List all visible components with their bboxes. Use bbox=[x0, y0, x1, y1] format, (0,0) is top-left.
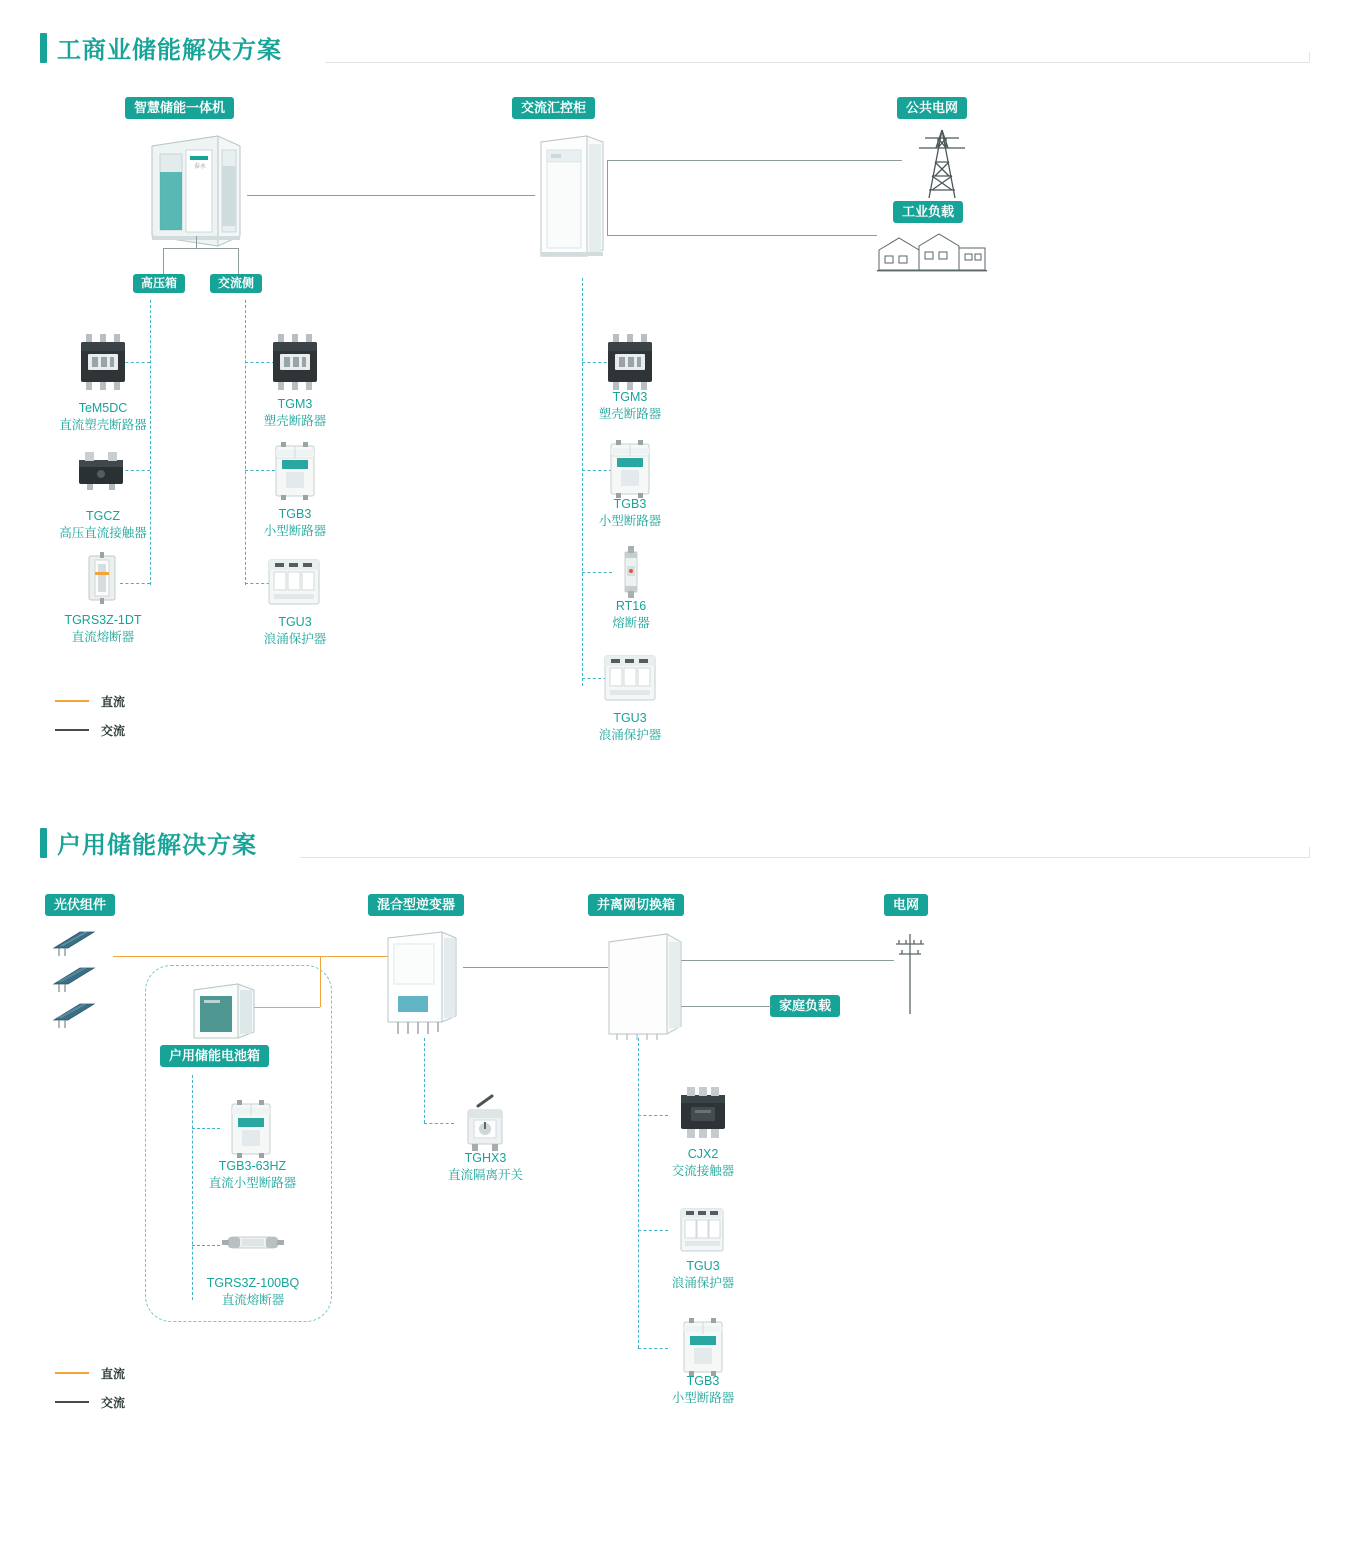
caption-tgu3-c bbox=[638, 1258, 768, 1292]
caption-temsdc-name: TeM5DC bbox=[78, 401, 128, 415]
device-tgrs3z-100bq-icon bbox=[222, 1225, 284, 1259]
branch-battery-2 bbox=[192, 1245, 220, 1246]
section-commercial-heading bbox=[40, 30, 282, 65]
caption-temsdc-desc: 直流塑壳断路器 bbox=[59, 418, 147, 432]
pv-module-2-illustration bbox=[50, 964, 98, 994]
caption-tgb3-a bbox=[230, 506, 360, 540]
section-residential-heading bbox=[40, 825, 257, 860]
caption-tgb3-a-name: TGB3 bbox=[278, 507, 312, 521]
caption-tgrs3z-1dt bbox=[28, 612, 178, 646]
caption-temsdc bbox=[33, 400, 173, 434]
caption-tgu3-c-desc: 浪涌保护器 bbox=[671, 1276, 735, 1290]
tag-ac-side: 交流侧 bbox=[210, 274, 262, 293]
caption-tgrs3z-100bq-desc: 直流熔断器 bbox=[221, 1293, 285, 1307]
legend-commercial bbox=[55, 690, 215, 741]
legend-label-dc: 直流 bbox=[101, 695, 126, 709]
device-tgm3-b-icon bbox=[605, 334, 655, 390]
section-commercial-rule bbox=[325, 62, 1310, 63]
device-temsdc-icon bbox=[78, 334, 128, 390]
caption-tgrs3z-1dt-name: TGRS3Z-1DT bbox=[64, 613, 142, 627]
caption-tgu3-a-desc: 浪涌保护器 bbox=[263, 632, 327, 646]
device-tgb3-63hz-icon bbox=[228, 1100, 274, 1158]
branch-transfer-2 bbox=[638, 1230, 668, 1231]
caption-cjx2 bbox=[638, 1146, 768, 1180]
pv-module-3-illustration bbox=[50, 1000, 98, 1030]
caption-tgcz-desc: 高压直流接触器 bbox=[59, 526, 147, 540]
device-rt16-icon bbox=[617, 546, 645, 598]
section-residential bbox=[0, 810, 1350, 1565]
caption-tgb3-c-desc: 小型断路器 bbox=[671, 1391, 735, 1405]
line-unit-to-cabinet bbox=[247, 195, 535, 196]
branch-ac-2 bbox=[245, 470, 275, 471]
legend-row-dc-2 bbox=[55, 1362, 215, 1384]
caption-cjx2-desc: 交流接触器 bbox=[671, 1164, 735, 1178]
line-ac-side-feed bbox=[238, 248, 239, 274]
device-tgu3-a-icon bbox=[266, 556, 322, 608]
caption-tgm3-a-desc: 塑壳断路器 bbox=[263, 414, 327, 428]
tag-grid: 电网 bbox=[884, 894, 928, 916]
legend-label-ac: 交流 bbox=[101, 724, 126, 738]
caption-tgu3-b bbox=[565, 710, 695, 744]
line-inverter-to-transfer bbox=[463, 967, 608, 968]
branch-cabinet-3 bbox=[582, 572, 612, 573]
device-tgm3-a-icon bbox=[270, 334, 320, 390]
legend-row-ac-2 bbox=[55, 1391, 215, 1413]
caption-tgb3-63hz-name: TGB3-63HZ bbox=[218, 1159, 287, 1173]
legend-swatch-ac bbox=[55, 729, 89, 731]
line-cabinet-to-load bbox=[607, 235, 877, 236]
legend-row-ac bbox=[55, 719, 215, 741]
section-residential-title: 户用储能解决方案 bbox=[57, 832, 257, 859]
caption-rt16-desc: 熔断器 bbox=[612, 616, 650, 630]
line-dc-pv-to-inverter bbox=[113, 956, 388, 957]
caption-tgb3-b-desc: 小型断路器 bbox=[598, 514, 662, 528]
tag-hybrid-inverter: 混合型逆变器 bbox=[368, 894, 464, 916]
pv-module-1-illustration bbox=[50, 928, 98, 958]
device-cjx2-icon bbox=[675, 1085, 731, 1141]
caption-tgb3-b-name: TGB3 bbox=[613, 497, 647, 511]
caption-tgu3-b-name: TGU3 bbox=[613, 711, 647, 725]
tag-transfer-box: 并离网切换箱 bbox=[588, 894, 684, 916]
device-tgb3-b-icon bbox=[607, 440, 653, 498]
caption-tgu3-b-desc: 浪涌保护器 bbox=[598, 728, 662, 742]
caption-tgrs3z-100bq-name: TGRS3Z-100BQ bbox=[206, 1276, 300, 1290]
caption-tgu3-a bbox=[230, 614, 360, 648]
line-machine-bottom bbox=[163, 248, 238, 249]
caption-rt16 bbox=[566, 598, 696, 632]
caption-tghx3-name: TGHX3 bbox=[464, 1151, 507, 1165]
device-tgu3-c-icon bbox=[678, 1205, 726, 1255]
legend-swatch-dc bbox=[55, 700, 89, 702]
svg-text:泰永: 泰永 bbox=[194, 164, 207, 170]
caption-tgb3-63hz bbox=[185, 1158, 320, 1192]
section-residential-rule-corner bbox=[1309, 847, 1310, 858]
device-tgrs3z-1dt-icon bbox=[83, 552, 121, 604]
section-commercial-title: 工商业储能解决方案 bbox=[57, 37, 282, 64]
caption-tgrs3z-100bq bbox=[178, 1275, 328, 1309]
caption-tgb3-63hz-desc: 直流小型断路器 bbox=[208, 1176, 297, 1190]
home-battery-illustration bbox=[190, 980, 258, 1042]
line-cabinet-vertical bbox=[607, 160, 608, 236]
caption-tgb3-b bbox=[565, 496, 695, 530]
tag-ac-cabinet: 交流汇控柜 bbox=[512, 97, 595, 119]
tag-home-load: 家庭负载 bbox=[770, 995, 840, 1017]
caption-tgb3-c-name: TGB3 bbox=[686, 1374, 720, 1388]
tag-public-grid: 公共电网 bbox=[897, 97, 967, 119]
line-cabinet-to-grid bbox=[607, 160, 902, 161]
caption-tgu3-c-name: TGU3 bbox=[686, 1259, 720, 1273]
tag-battery-box: 户用储能电池箱 bbox=[160, 1045, 269, 1067]
branch-inverter-trunk bbox=[424, 1038, 425, 1123]
legend-swatch-ac-2 bbox=[55, 1401, 89, 1403]
branch-inverter-1 bbox=[424, 1123, 454, 1124]
grid-transfer-box-illustration bbox=[605, 930, 685, 1040]
factory-illustration bbox=[877, 228, 987, 272]
legend-row-dc bbox=[55, 690, 215, 712]
caption-tgu3-a-name: TGU3 bbox=[278, 615, 312, 629]
caption-tgm3-b-desc: 塑壳断路器 bbox=[598, 407, 662, 421]
legend-label-ac-2: 交流 bbox=[101, 1396, 126, 1410]
line-hv-box-feed bbox=[163, 248, 164, 274]
hybrid-inverter-illustration bbox=[384, 928, 460, 1036]
legend-residential bbox=[55, 1362, 215, 1413]
branch-transfer-3 bbox=[638, 1348, 668, 1349]
caption-tgrs3z-1dt-desc: 直流熔断器 bbox=[71, 630, 135, 644]
line-transfer-to-grid bbox=[672, 960, 894, 961]
branch-transfer-trunk bbox=[638, 1038, 639, 1348]
line-transfer-to-home-load bbox=[672, 1006, 772, 1007]
legend-swatch-dc-2 bbox=[55, 1372, 89, 1374]
tag-industrial-load: 工业负载 bbox=[893, 201, 963, 223]
device-tgcz-icon bbox=[75, 448, 127, 492]
tag-storage-unit: 智慧储能一体机 bbox=[125, 97, 234, 119]
utility-pole-illustration bbox=[890, 928, 930, 1016]
caption-tgb3-a-desc: 小型断路器 bbox=[263, 524, 327, 538]
branch-hv-3 bbox=[120, 583, 150, 584]
caption-tghx3-desc: 直流隔离开关 bbox=[447, 1168, 523, 1182]
device-tgb3-a-icon bbox=[272, 442, 318, 500]
smart-storage-unit-illustration bbox=[148, 132, 244, 250]
section-residential-rule bbox=[300, 857, 1310, 858]
branch-transfer-1 bbox=[638, 1115, 668, 1116]
power-tower-illustration bbox=[905, 128, 979, 200]
caption-tgcz-name: TGCZ bbox=[85, 509, 121, 523]
tag-hv-box: 高压箱 bbox=[133, 274, 185, 293]
line-machine-to-bottom bbox=[196, 236, 197, 248]
caption-tgm3-a bbox=[230, 396, 360, 430]
heading-accent-bar-2 bbox=[40, 828, 47, 858]
caption-tgb3-c bbox=[638, 1373, 768, 1407]
caption-rt16-name: RT16 bbox=[615, 599, 647, 613]
ac-control-cabinet-illustration bbox=[535, 130, 607, 262]
caption-cjx2-name: CJX2 bbox=[687, 1147, 719, 1161]
legend-label-dc-2: 直流 bbox=[101, 1367, 126, 1381]
device-tgu3-b-icon bbox=[602, 652, 658, 704]
caption-tgcz bbox=[33, 508, 173, 542]
branch-ac-trunk bbox=[245, 300, 246, 585]
heading-accent-bar bbox=[40, 33, 47, 63]
branch-battery-1 bbox=[192, 1128, 220, 1129]
section-commercial-rule-corner bbox=[1309, 52, 1310, 63]
device-tghx3-icon bbox=[458, 1092, 512, 1154]
device-tgb3-c-icon bbox=[680, 1318, 726, 1376]
branch-hv-trunk bbox=[150, 300, 151, 585]
caption-tgm3-b bbox=[565, 389, 695, 423]
tag-pv-modules: 光伏组件 bbox=[45, 894, 115, 916]
caption-tgm3-b-name: TGM3 bbox=[612, 390, 648, 404]
caption-tghx3 bbox=[418, 1150, 553, 1184]
caption-tgm3-a-name: TGM3 bbox=[277, 397, 313, 411]
